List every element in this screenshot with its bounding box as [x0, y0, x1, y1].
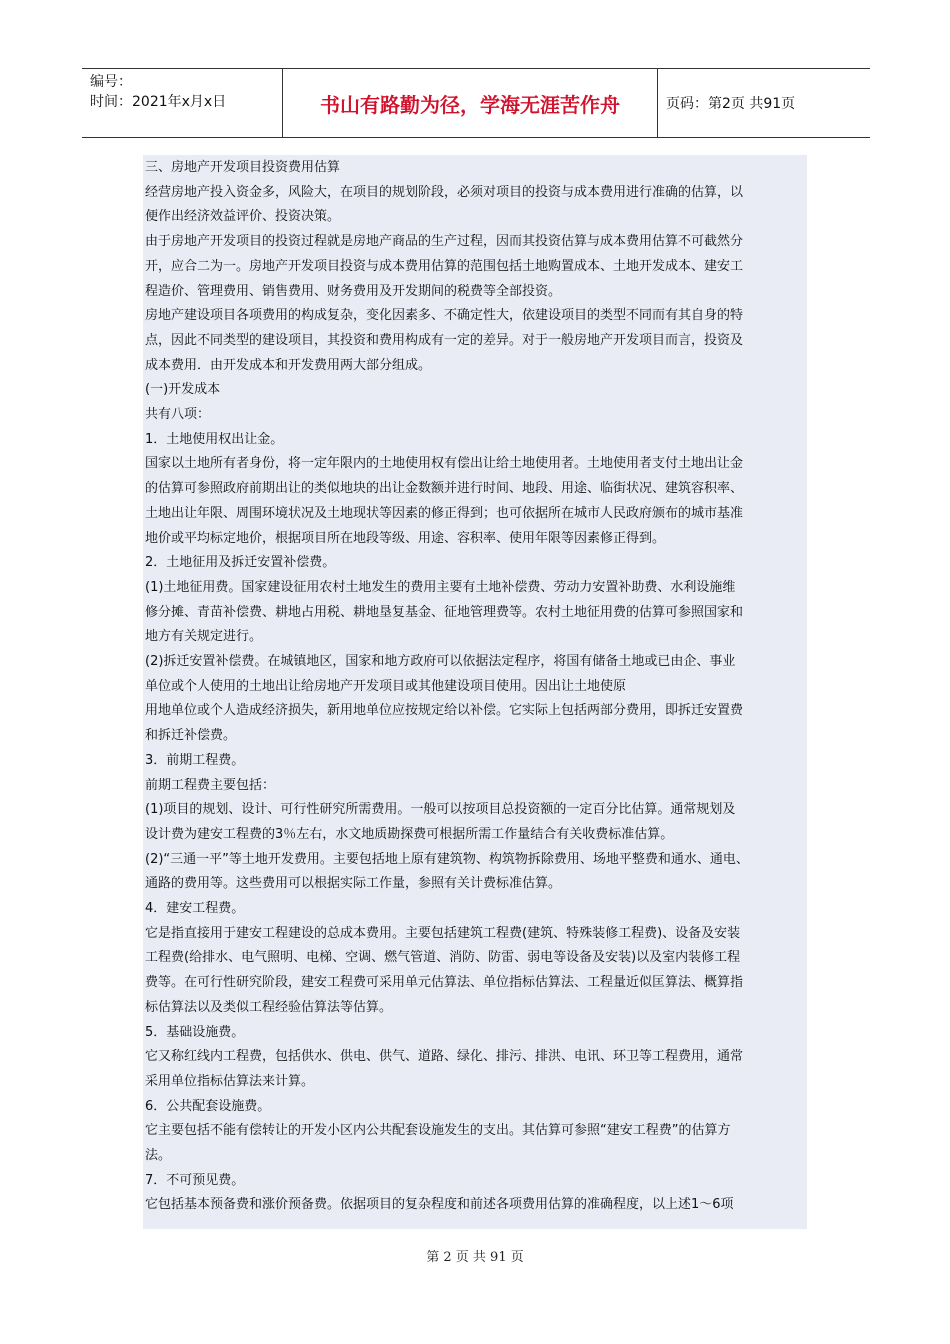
- text-line: (1)项目的规划、设计、可行性研究所需费用。一般可以按项目总投资额的一定百分比估算。通常规划及: [145, 802, 736, 818]
- text-line: 3．前期工程费。: [145, 752, 245, 768]
- text-line: 设计费为建安工程费的3％左右，水文地质勘探费可根据所需工作量结合有关收费标准估算。: [145, 826, 674, 842]
- text-line: 修分摊、青苗补偿费、耕地占用税、耕地垦复基金、征地管理费等。农村土地征用费的估算可参照国家和: [145, 604, 744, 620]
- text-line: 的估算可参照政府前期出让的类似地块的出让金数额并进行时间、地段、用途、临街状况、建筑容积率、: [145, 481, 744, 497]
- text-line: 采用单位指标估算法来计算。: [145, 1073, 315, 1089]
- text-line: 它包括基本预备费和涨价预备费。依据项目的复杂程度和前述各项费用估算的准确程度，以上述1～6项: [145, 1197, 734, 1213]
- text-line: 共有八项：: [145, 407, 211, 422]
- text-line: 6．公共配套设施费。: [145, 1098, 271, 1114]
- text-line: 5．基础设施费。: [145, 1024, 245, 1040]
- text-line: 成本费用．由开发成本和开发费用两大部分组成。: [145, 357, 432, 373]
- text-line: (1)土地征用费。国家建设征用农村土地发生的费用主要有土地补偿费、劳动力安置补助费、水利设施维: [145, 579, 736, 595]
- text-line: 4．建安工程费。: [145, 901, 245, 916]
- header-page-info: 页码：第2页 共91页: [666, 96, 796, 112]
- text-line: 7．不可预见费。: [145, 1172, 245, 1188]
- text-line: 工程费(给排水、电气照明、电梯、空调、燃气管道、消防、防雷、弱电等设备及安装)以及室内装修工程: [145, 950, 741, 966]
- text-line: 国家以土地所有者身份，将一定年限内的土地使用权有偿出让给土地使用者。土地使用者支付土地出让金: [145, 456, 744, 472]
- text-line: 经营房地产投入资金多，风险大，在项目的规划阶段，必须对项目的投资与成本费用进行准确的估算，以: [145, 184, 744, 200]
- text-line: 它是指直接用于建安工程建设的总成本费用。主要包括建筑工程费(建筑、特殊装修工程费)、设备及安装: [145, 925, 741, 941]
- text-line: 单位或个人使用的土地出让给房地产开发项目或其他建设项目使用。因出让土地使原: [145, 678, 627, 694]
- text-line: 费等。在可行性研究阶段，建安工程费可采用单元估算法、单位指标估算法、工程量近似匡算法、概算指: [145, 975, 744, 991]
- text-line: 标估算法以及类似工程经验估算法等估算。: [145, 999, 393, 1015]
- text-line: 点，因此不同类型的建设项目，其投资和费用构成有一定的差异。对于一般房地产开发项目而言，投资及: [145, 332, 744, 348]
- header-meta: [82, 69, 282, 137]
- time-label: 时间：2021年x月x日: [90, 94, 227, 110]
- text-line: 地方有关规定进行。: [145, 629, 263, 645]
- text-line: 1．土地使用权出让金。: [145, 431, 284, 447]
- text-line: 前期工程费主要包括：: [145, 777, 276, 793]
- text-line: 2．土地征用及拆迁安置补偿费。: [145, 555, 336, 571]
- page-footer: 第 2 页 共 91 页: [426, 1250, 524, 1265]
- text-line: 法。: [145, 1148, 172, 1163]
- text-line: 它又称红线内工程费，包括供水、供电、供气、道路、绿化、排污、排洪、电讯、环卫等工程费用，通常: [145, 1049, 744, 1065]
- text-line: 程造价、管理费用、销售费用、财务费用及开发期间的税费等全部投资。: [145, 283, 562, 299]
- text-line: 土地出让年限、周围环境状况及土地现状等因素的修正得到；也可依据所在城市人民政府颁布的城市基准: [145, 505, 744, 521]
- code-label: 编号：: [90, 74, 132, 90]
- text-line: (一)开发成本: [145, 382, 221, 398]
- text-line: 便作出经济效益评价、投资决策。: [145, 209, 341, 225]
- text-line: 房地产建设项目各项费用的构成复杂，变化因素多、不确定性大，依建设项目的类型不同而有其自身的特: [145, 308, 744, 324]
- text-line: 开，应合二为一。房地产开发项目投资与成本费用估算的范围包括土地购置成本、土地开发成本、建安工: [145, 258, 744, 274]
- text-line: 用地单位或个人造成经济损失，新用地单位应按规定给以补偿。它实际上包括两部分费用，即拆迁安置费: [145, 703, 744, 719]
- text-line: (2)拆迁安置补偿费。在城镇地区，国家和地方政府可以依据法定程序，将国有储备土地或已由企、事业: [145, 654, 736, 669]
- header-motto: 书山有路勤为径，学海无涯苦作舟: [320, 92, 620, 117]
- text-line: 和拆迁补偿费。: [145, 728, 237, 744]
- text-line: 三、房地产开发项目投资费用估算: [145, 160, 341, 175]
- text-line: 地价或平均标定地价，根据项目所在地段等级、用途、容积率、使用年限等因素修正得到。: [145, 530, 666, 546]
- text-line: 通路的费用等。这些费用可以根据实际工作量，参照有关计费标准估算。: [145, 876, 562, 892]
- document-body: [143, 155, 807, 1229]
- page-header: [82, 68, 870, 138]
- text-line: 由于房地产开发项目的投资过程就是房地产商品的生产过程，因而其投资估算与成本费用估算不可截然分: [145, 234, 744, 250]
- text-line: (2)“三通一平”等土地开发费用。主要包括地上原有建筑物、构筑物拆除费用、场地平整费和通水、通电、: [145, 851, 749, 867]
- text-line: 它主要包括不能有偿转让的开发小区内公共配套设施发生的支出。其估算可参照“建安工程费”的估算方: [145, 1123, 731, 1139]
